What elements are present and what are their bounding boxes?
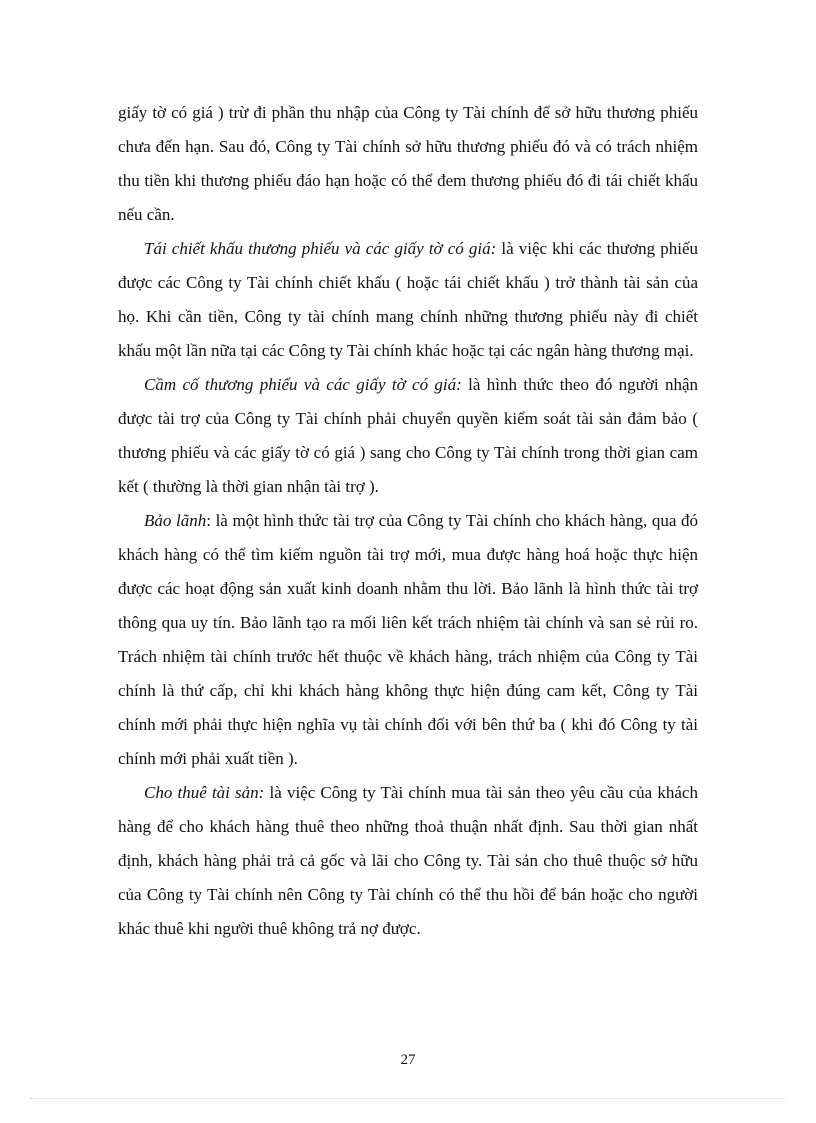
paragraph-text: là hình thức theo đó người nhận được tài trợ của Công ty Tài chính phải chuyển quyền kiểm soát tài sản đảm bảo ( thương phiếu và các giấy tờ có giá ) sang cho Công ty Tài chính trong thời gian cam kết ( thường là thời gian nhận tài trợ ).: [118, 375, 698, 496]
paragraph-text: là việc khi các thương phiếu được các Công ty Tài chính chiết khấu ( hoặc tái chiết khấu ) trở thành tài sản của họ. Khi cần tiền, Công ty tài chính mang chính những thương phiếu này đi chiết khấu một lần nữa tại các Công ty Tài chính khác hoặc tại các ngân hàng thương mại.: [118, 239, 698, 360]
paragraph-continuation: [118, 96, 698, 232]
paragraph-tai-chiet-khau: [118, 232, 698, 368]
paragraph-text: giấy tờ có giá ) trừ đi phần thu nhập của Công ty Tài chính để sở hữu thương phiếu chưa đến hạn. Sau đó, Công ty Tài chính sở hữu thương phiếu đó và có trách nhiệm thu tiền khi thương phiếu đáo hạn hoặc có thể đem thương phiếu đó đi tái chiết khấu nếu cần.: [118, 103, 698, 224]
paragraph-bao-lanh: [118, 504, 698, 776]
paragraph-term: Bảo lãnh: [144, 511, 207, 530]
paragraph-term: Cho thuê tài sản:: [144, 783, 265, 802]
paragraph-cam-co: [118, 368, 698, 504]
paragraph-term: Tái chiết khấu thương phiếu và các giấy tờ có giá:: [144, 239, 497, 258]
body-text: [118, 96, 698, 946]
footer-divider: [30, 1098, 786, 1099]
paragraph-term: Cầm cố thương phiếu và các giấy tờ có giá:: [144, 375, 462, 394]
paragraph-cho-thue: [118, 776, 698, 946]
paragraph-text: là việc Công ty Tài chính mua tài sản theo yêu cầu của khách hàng để cho khách hàng thuê theo những thoả thuận nhất định. Sau thời gian nhất định, khách hàng phải trả cả gốc và lãi cho Công ty. Tài sản cho thuê thuộc sở hữu của Công ty Tài chính nên Công ty Tài chính có thể thu hồi để bán hoặc cho người khác thuê khi người thuê không trả nợ được.: [118, 783, 698, 938]
page-number: 27: [400, 1052, 416, 1068]
paragraph-text: : là một hình thức tài trợ của Công ty Tài chính cho khách hàng, qua đó khách hàng có thể tìm kiếm nguồn tài trợ mới, mua được hàng hoá hoặc thực hiện được các hoạt động sản xuất kinh doanh nhằm thu lời. Bảo lãnh là hình thức tài trợ thông qua uy tín. Bảo lãnh tạo ra mối liên kết trách nhiệm tài chính và san sẻ rủi ro. Trách nhiệm tài chính trước hết thuộc về khách hàng, trách nhiệm của Công ty Tài chính là thứ cấp, chỉ khi khách hàng không thực hiện đúng cam kết, Công ty Tài chính mới phải thực hiện nghĩa vụ tài chính đối với bên thứ ba ( khi đó Công ty tài chính mới phải xuất tiền ).: [118, 511, 698, 768]
